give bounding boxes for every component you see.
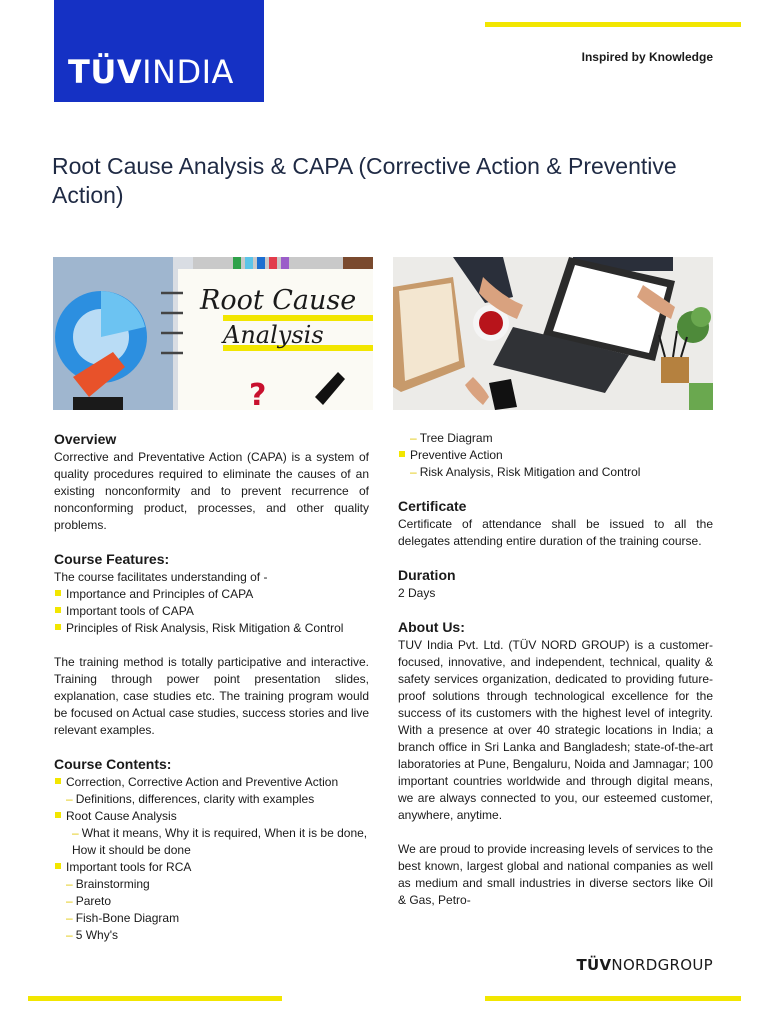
- root-cause-notepad-photo: [53, 257, 373, 410]
- list-item: Correction, Corrective Action and Preventive Action: [54, 774, 369, 791]
- course-contents-heading: Course Contents:: [54, 756, 172, 772]
- course-features-heading: Course Features:: [54, 551, 170, 567]
- list-subitem: – Brainstorming: [66, 877, 150, 891]
- list-subitem: – What it means, Why it is required, When it is be done, How it should be done: [72, 826, 368, 857]
- notepad-text-line1: Root Cause: [200, 285, 357, 316]
- list-item: Preventive Action: [398, 447, 713, 464]
- duration-text: 2 Days: [398, 586, 436, 600]
- list-subitem: – Definitions, differences, clarity with examples: [66, 792, 315, 806]
- training-method-text: The training method is totally participative and interactive. Training through power point presentation slides, explanation, case studies etc. The training program would be focused on Actual case studies, success stories and live relevant examples.: [54, 655, 369, 737]
- certificate-heading: Certificate: [398, 498, 467, 514]
- page-title: Root Cause Analysis & CAPA (Corrective Action & Preventive Action): [52, 153, 677, 208]
- yellow-accent-bar-top: [485, 22, 741, 27]
- list-subitem: – Fish-Bone Diagram: [66, 911, 180, 925]
- duration-heading: Duration: [398, 567, 456, 583]
- tuv-india-logo: [54, 0, 264, 102]
- certificate-text: Certificate of attendance shall be issued to all the delegates attending entire duration of the training course.: [398, 517, 713, 548]
- course-features-list: [54, 586, 369, 637]
- yellow-accent-bar-bottom-right: [485, 996, 741, 1001]
- notepad-text-line2: Analysis: [223, 321, 324, 349]
- list-subitem: – 5 Why's: [66, 928, 118, 942]
- list-subitem: – Tree Diagram: [410, 431, 493, 445]
- overview-text: Corrective and Preventative Action (CAPA) is a system of quality procedures required to eliminate the causes of an existing nonconformity and to prevent recurrence of nonconforming product, processes, and other quality problems.: [54, 450, 369, 532]
- logo-text: TÜVINDIA: [68, 53, 234, 91]
- left-column: [54, 430, 369, 944]
- list-item: Important tools of CAPA: [54, 603, 369, 620]
- tablet-desk-photo: [393, 257, 713, 410]
- notepad-question-mark: ?: [249, 378, 267, 410]
- list-item: Principles of Risk Analysis, Risk Mitigation & Control: [54, 620, 369, 637]
- list-item: Important tools for RCA: [54, 859, 369, 876]
- yellow-accent-bar-bottom-left: [28, 996, 282, 1001]
- list-subitem: – Risk Analysis, Risk Mitigation and Control: [410, 465, 641, 479]
- tagline: Inspired by Knowledge: [581, 50, 713, 64]
- about-us-text-continued: We are proud to provide increasing levels of services to the best known, largest global and national companies as well as medium and small industries in diverse sectors like Oil & Gas, Petro-: [398, 842, 713, 907]
- about-us-heading: About Us:: [398, 619, 465, 635]
- about-us-text: TUV India Pvt. Ltd. (TÜV NORD GROUP) is a customer-focused, innovative, and independent, technical, quality & safety services organization, dedicated to providing future-proof solutions through technological excellence for the success of its customers with the highest level of integrity. With a presence at over 40 strategic locations in India; a branch office in Sri Lanka and Bangladesh; state-of-the-art laboratories at Pune, Bengaluru, Noida and Jamnagar; 100 important countries worldwide and through digital means, we are always connected to you, our esteemed customer, anywhere, anytime.: [398, 638, 713, 822]
- list-item: Importance and Principles of CAPA: [54, 586, 369, 603]
- course-features-intro: The course facilitates understanding of -: [54, 570, 268, 584]
- overview-heading: Overview: [54, 431, 117, 447]
- list-subitem: – Pareto: [66, 894, 112, 908]
- course-contents-list-continued: [398, 430, 713, 481]
- right-column: [398, 430, 713, 909]
- list-item: Root Cause Analysis: [54, 808, 369, 825]
- tuv-nord-group-logo: TÜVNORDGROUP: [576, 956, 713, 974]
- course-contents-list: [54, 774, 369, 944]
